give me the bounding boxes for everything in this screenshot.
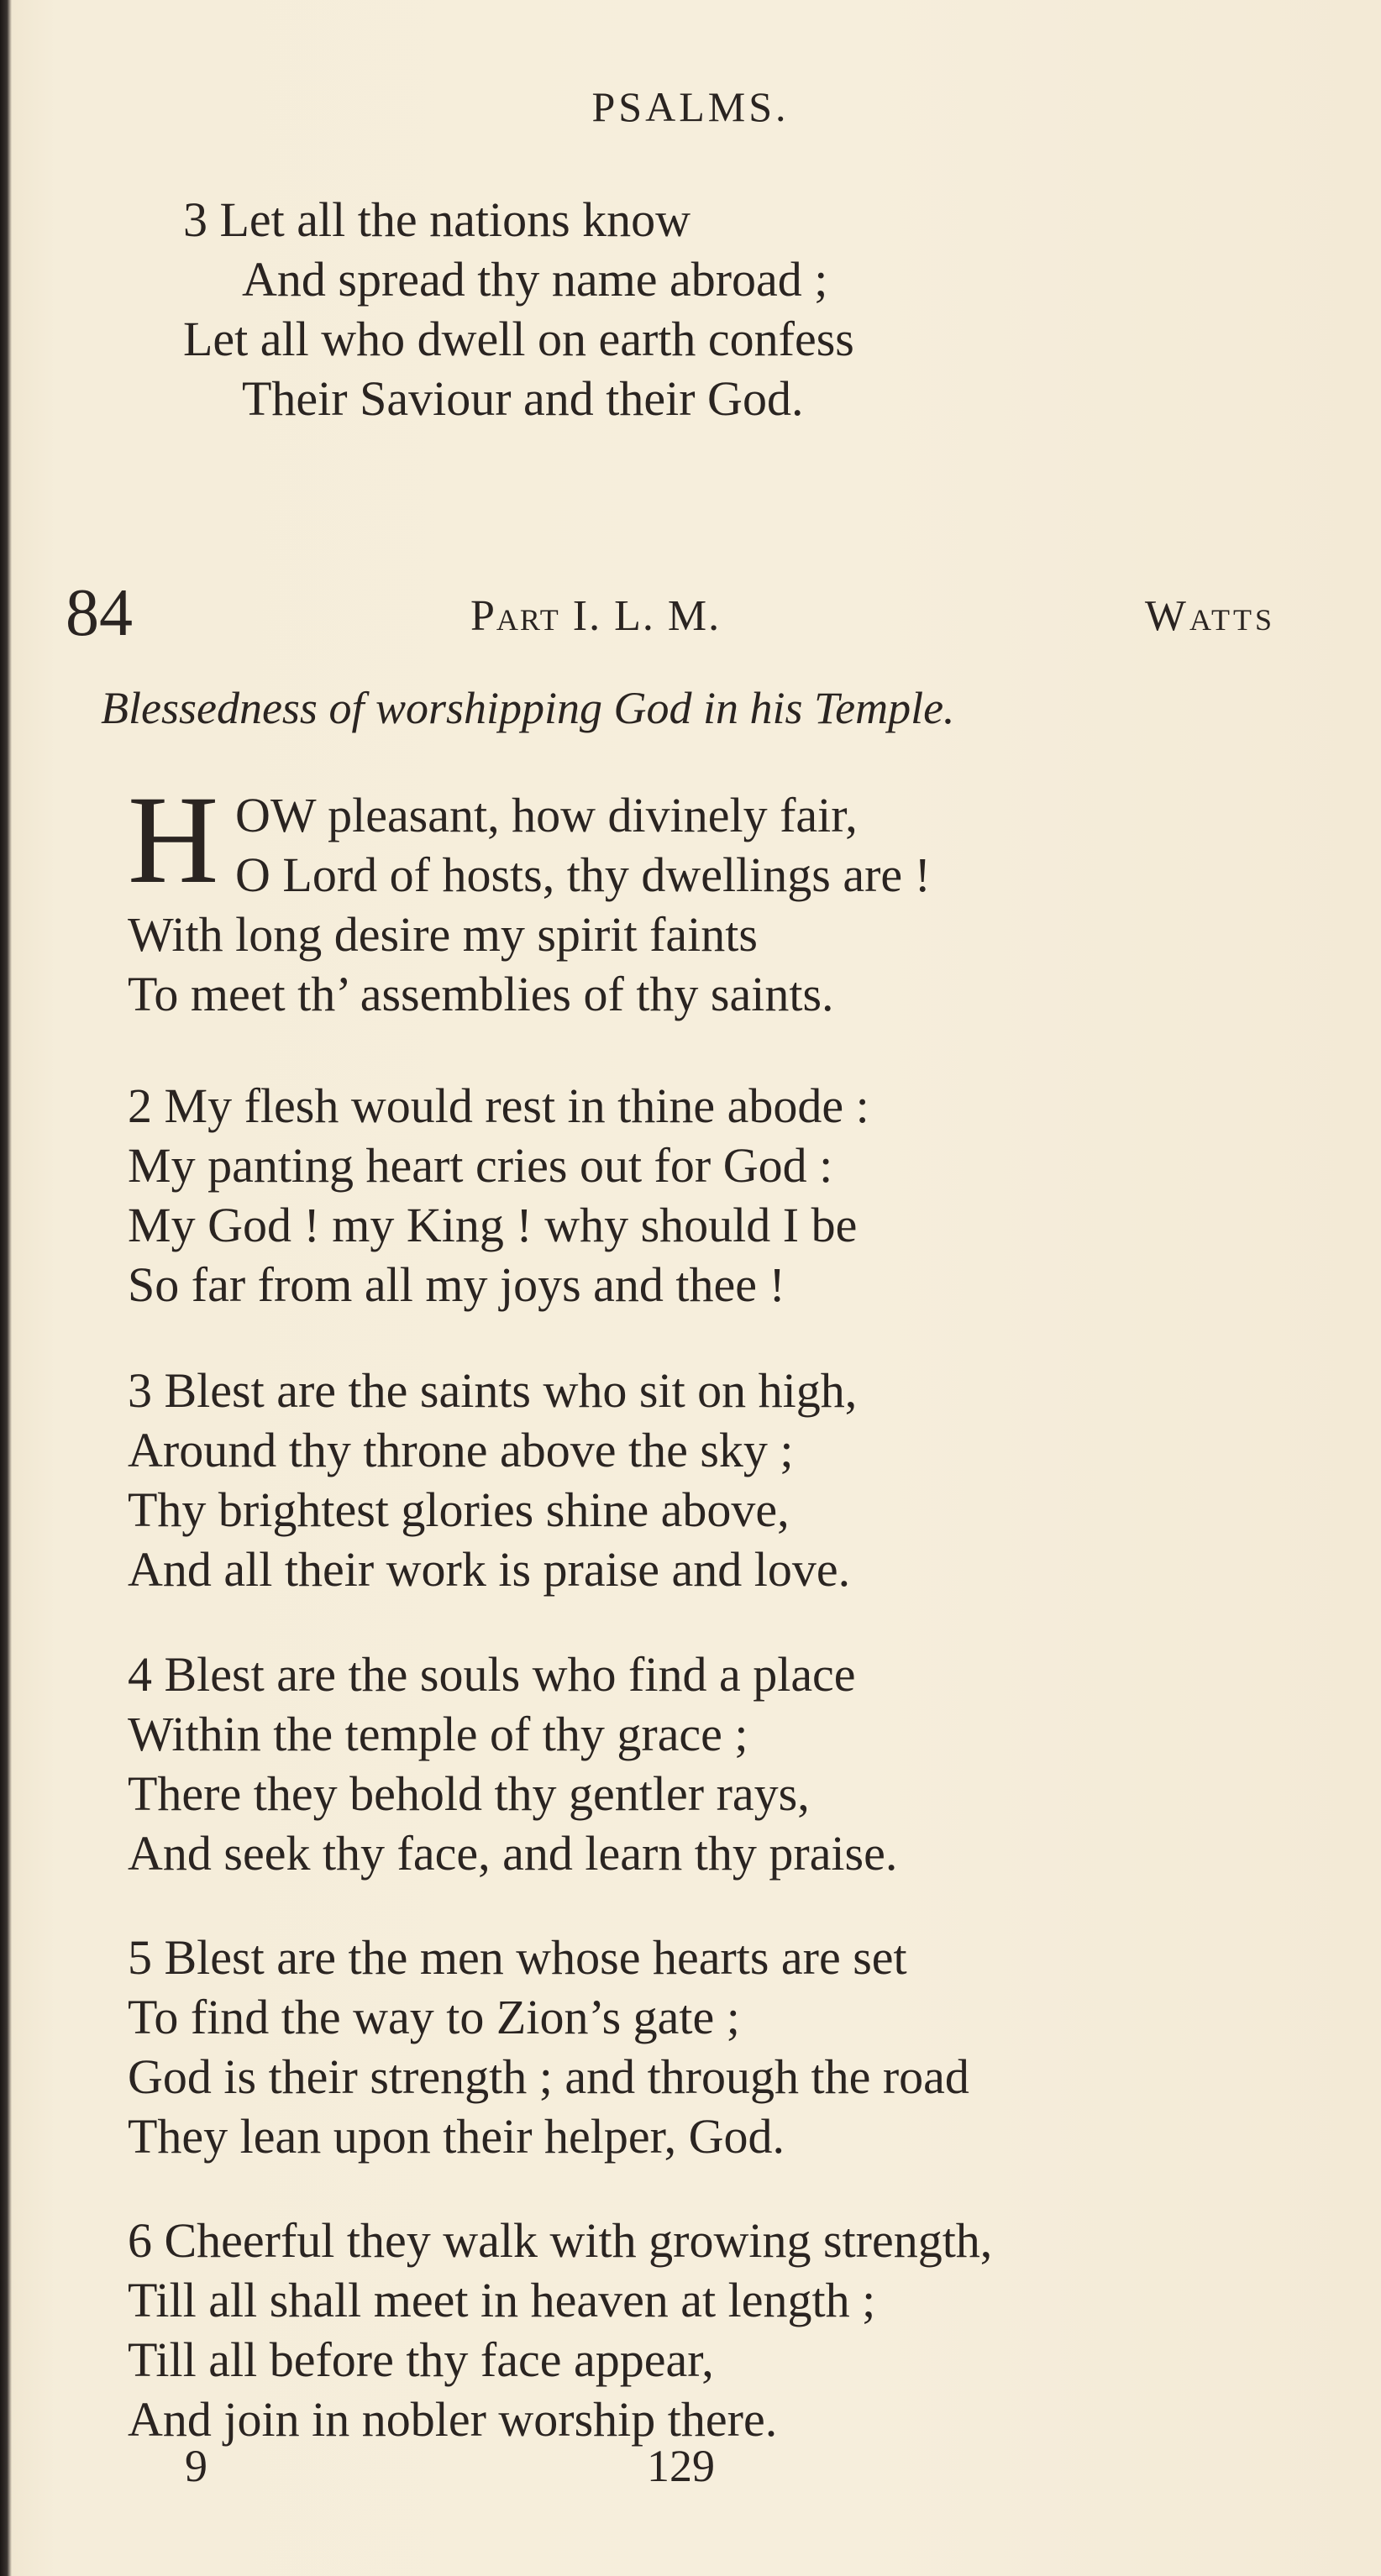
hymn-stanza-4 xyxy=(128,1645,897,1883)
stanza-line: Their Saviour and their God. xyxy=(242,371,804,426)
stanza-line: Thy brightest glories shine above, xyxy=(128,1482,790,1537)
stanza-line: Till all shall meet in heaven at length ; xyxy=(128,2273,876,2327)
hymn-stanza-5 xyxy=(128,1928,969,2166)
stanza-line: And seek thy face, and learn thy praise. xyxy=(128,1826,898,1881)
stanza-line: 3 Let all the nations know xyxy=(183,192,691,247)
stanza-lines xyxy=(128,770,931,1024)
stanza-line: 6 Cheerful they walk with growing strength, xyxy=(128,2213,993,2268)
page-number: 129 xyxy=(647,2441,715,2491)
stanza-line: 4 Blest are the souls who find a place xyxy=(128,1647,856,1702)
stanza-line: 2 My flesh would rest in thine abode : xyxy=(128,1078,869,1133)
stanza-line: Let all who dwell on earth confess xyxy=(183,312,854,366)
hymn-title: Blessedness of worshipping God in his Temple. xyxy=(101,683,955,733)
stanza-line: To find the way to Zion’s gate ; xyxy=(128,1990,740,2044)
drop-cap: H xyxy=(128,770,219,910)
stanza-line: Within the temple of thy grace ; xyxy=(128,1707,748,1761)
stanza-line: To meet th’ assemblies of thy saints. xyxy=(128,967,834,1021)
stanza-line: So far from all my joys and thee ! xyxy=(128,1257,785,1312)
running-head: PSALMS. xyxy=(591,83,790,130)
stanza-line: They lean upon their helper, God. xyxy=(128,2109,785,2164)
stanza-line: And spread thy name abroad ; xyxy=(242,252,828,307)
hymn-number: 84 xyxy=(66,576,133,650)
hymn-stanza-6 xyxy=(128,2211,992,2449)
stanza-line: There they behold thy gentler rays, xyxy=(128,1766,810,1821)
stanza-line: Till all before thy face appear, xyxy=(128,2332,714,2387)
stanza-line: My panting heart cries out for God : xyxy=(128,1138,833,1193)
previous-hymn-stanza xyxy=(183,190,854,428)
hymn-stanza-3 xyxy=(128,1361,857,1599)
page-spine-edge xyxy=(0,0,12,2576)
stanza-line: And join in nobler worship there. xyxy=(128,2392,778,2447)
hymn-meter: Part I. L. M. xyxy=(470,592,722,640)
stanza-line: My God ! my King ! why should I be xyxy=(128,1198,858,1252)
stanza-line: Around thy throne above the sky ; xyxy=(128,1423,794,1477)
hymn-header xyxy=(66,576,1275,650)
hymn-stanza-2 xyxy=(128,1076,869,1314)
stanza-line: 5 Blest are the men whose hearts are set xyxy=(128,1930,907,1985)
stanza-line: And all their work is praise and love. xyxy=(128,1542,851,1597)
stanza-line: O Lord of hosts, thy dwellings are ! xyxy=(235,847,931,902)
signature-mark: 9 xyxy=(185,2441,207,2491)
hymn-author: Watts xyxy=(1144,592,1275,640)
stanza-line: God is their strength ; and through the road xyxy=(128,2049,969,2104)
stanza-line: OW pleasant, how divinely fair, xyxy=(235,788,858,842)
stanza-line: With long desire my spirit faints xyxy=(128,907,758,962)
stanza-line: 3 Blest are the saints who sit on high, xyxy=(128,1363,858,1418)
